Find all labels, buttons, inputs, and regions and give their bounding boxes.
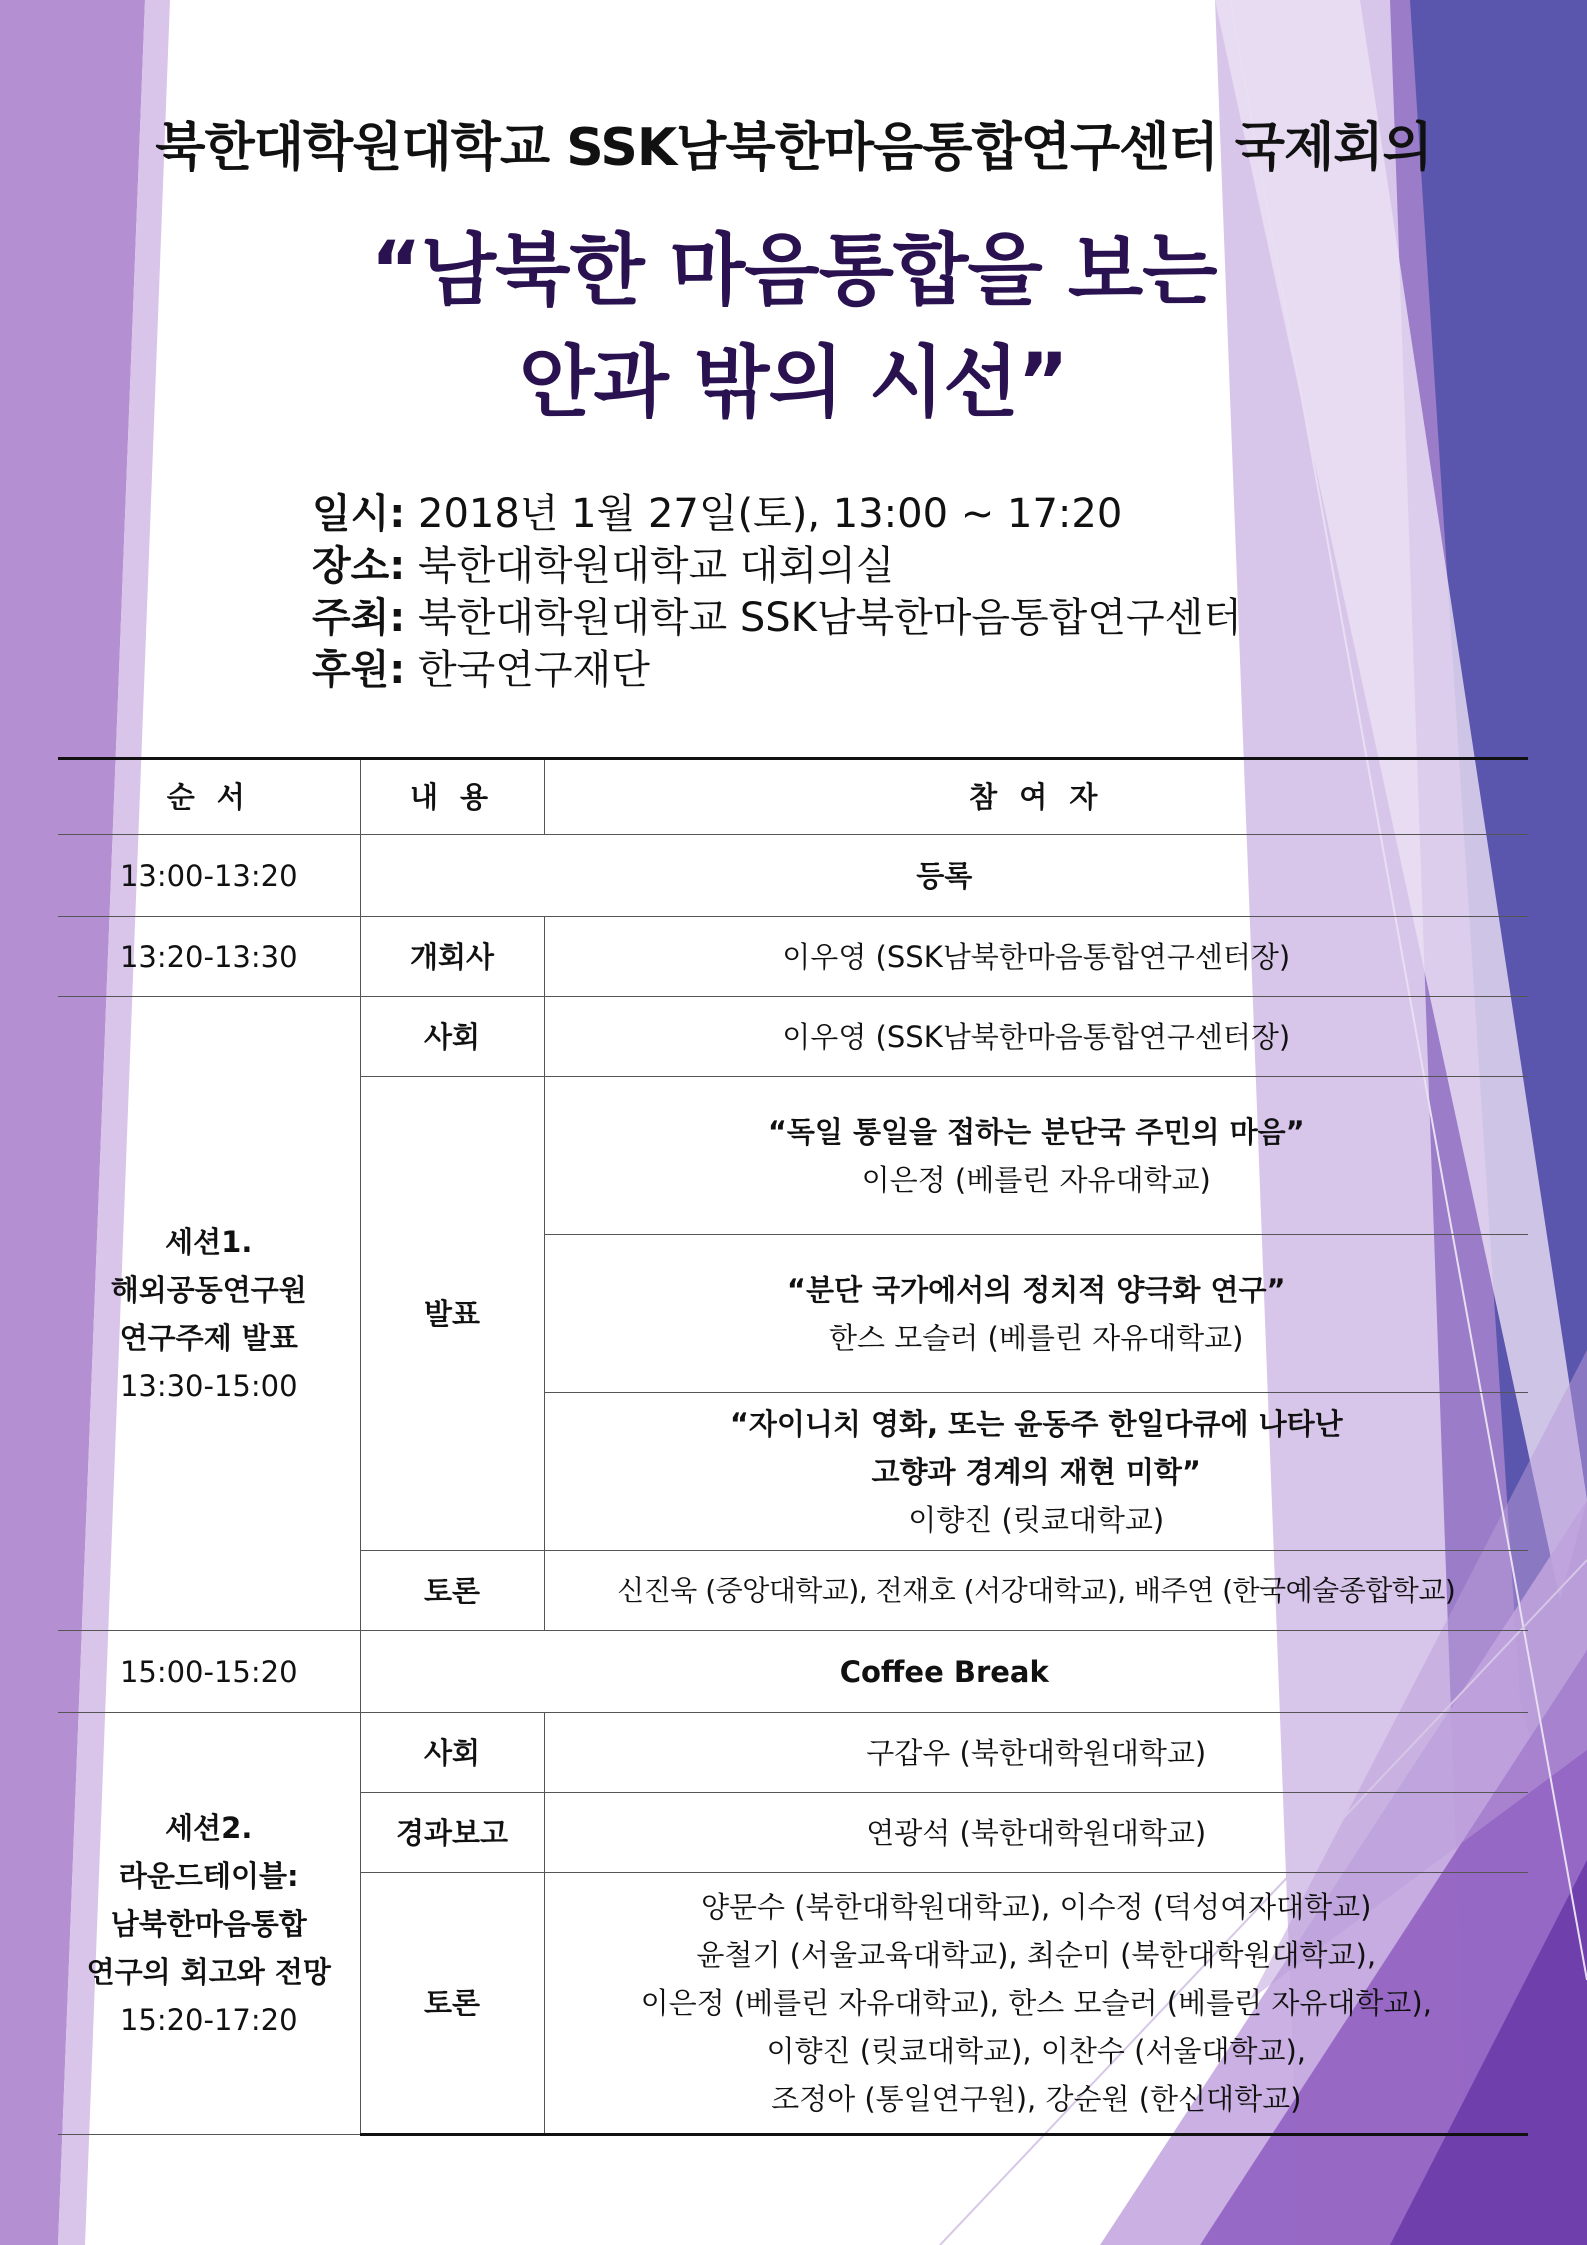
schedule-table [58, 757, 1528, 2136]
opening-item: 개회사 [360, 917, 544, 997]
discussant-line: 이향진 (릿쿄대학교), 이찬수 (서울대학교), [766, 2034, 1307, 2068]
table-row [58, 1631, 1528, 1713]
conference-title [0, 215, 1587, 439]
discussant-line: 이은정 (베를린 자유대학교), 한스 모슬러 (베를린 자유대학교), [640, 1986, 1432, 2020]
table-header-row [58, 759, 1528, 835]
info-value: 2018년 1월 27일(토), 13:00 ~ 17:20 [418, 491, 1123, 537]
session1-discussion: 신진욱 (중앙대학교), 전재호 (서강대학교), 배주연 (한국예술종합학교) [544, 1551, 1528, 1631]
info-label: 장소: [312, 543, 406, 589]
session1-chair: 이우영 (SSK남북한마음통합연구센터장) [544, 997, 1528, 1077]
discussant-line: 조정아 (통일연구원), 강순원 (한신대학교) [771, 2082, 1302, 2116]
info-value: 북한대학원대학교 SSK남북한마음통합연구센터 [418, 595, 1242, 641]
info-row-venue [312, 540, 1412, 592]
session2-cell [58, 1713, 360, 2135]
session1-name: 해외공동연구원 [110, 1272, 307, 1307]
presentation-title: 고향과 경계의 재현 미학” [871, 1454, 1201, 1489]
table-row [58, 917, 1528, 997]
presentation-presenter: 이향진 (릿쿄대학교) [908, 1502, 1165, 1537]
discussant-line: 윤철기 (서울교육대학교), 최순미 (북한대학원대학교), [696, 1938, 1377, 1972]
session2-discussion [544, 1873, 1528, 2135]
presentation-2 [544, 1235, 1528, 1393]
table-row [58, 835, 1528, 917]
session1-cell [58, 997, 360, 1631]
presentation-presenter: 이은정 (베를린 자유대학교) [861, 1162, 1211, 1197]
session1-chair-label: 사회 [360, 997, 544, 1077]
presentation-title: “독일 통일을 접하는 분단국 주민의 마음” [767, 1114, 1305, 1149]
presentation-title: “자이니치 영화, 또는 윤동주 한일다큐에 나타난 [729, 1406, 1343, 1441]
organization-title: 북한대학원대학교 SSK남북한마음통합연구센터 국제회의 [155, 118, 1432, 178]
info-value: 북한대학원대학교 대회의실 [418, 543, 895, 589]
presentation-3 [544, 1393, 1528, 1551]
session1-discussion-label: 토론 [360, 1551, 544, 1631]
session1-presentation-label: 발표 [360, 1077, 544, 1551]
presentation-presenter: 한스 모슬러 (베를린 자유대학교) [829, 1320, 1244, 1355]
info-label: 주최: [312, 595, 406, 641]
session2-discussion-label: 토론 [360, 1873, 544, 2135]
presentation-title: “분단 국가에서의 정치적 양극화 연구” [786, 1272, 1286, 1307]
info-value: 한국연구재단 [418, 647, 650, 693]
registration-time: 13:00-13:20 [58, 835, 360, 917]
session2-time: 15:20-17:20 [119, 2002, 298, 2037]
session2-report-label: 경과보고 [360, 1793, 544, 1873]
info-row-date [312, 488, 1412, 540]
presentation-1 [544, 1077, 1528, 1235]
info-row-sponsor [312, 644, 1412, 696]
header-order: 순 서 [58, 759, 360, 835]
session2-name: 남북한마음통합 [110, 1906, 307, 1941]
header-participants: 참 여 자 [544, 759, 1528, 835]
registration-label: 등록 [360, 835, 1528, 917]
table-row [58, 1713, 1528, 1793]
session2-name: 라운드테이블: [118, 1858, 299, 1893]
session2-name: 세션2. [165, 1810, 253, 1845]
break-time: 15:00-15:20 [58, 1631, 360, 1713]
session2-chair: 구갑우 (북한대학원대학교) [544, 1713, 1528, 1793]
break-label: Coffee Break [360, 1631, 1528, 1713]
session1-name: 세션1. [165, 1224, 253, 1259]
session2-name: 연구의 회고와 전망 [86, 1954, 331, 1989]
info-label: 후원: [312, 647, 406, 693]
session2-report: 연광석 (북한대학원대학교) [544, 1793, 1528, 1873]
info-label: 일시: [312, 491, 406, 537]
event-info [312, 488, 1412, 696]
session1-name: 연구주제 발표 [119, 1320, 298, 1355]
conference-title-line1: “남북한 마음통합을 보는 [370, 226, 1217, 316]
session1-time: 13:30-15:00 [119, 1368, 298, 1403]
conference-title-line2: 안과 밖의 시선” [519, 338, 1068, 428]
header-content: 내 용 [360, 759, 544, 835]
session2-chair-label: 사회 [360, 1713, 544, 1793]
discussant-line: 양문수 (북한대학원대학교), 이수정 (덕성여자대학교) [701, 1890, 1372, 1924]
opening-person: 이우영 (SSK남북한마음통합연구센터장) [544, 917, 1528, 997]
info-row-host [312, 592, 1412, 644]
opening-time: 13:20-13:30 [58, 917, 360, 997]
table-row [58, 997, 1528, 1077]
